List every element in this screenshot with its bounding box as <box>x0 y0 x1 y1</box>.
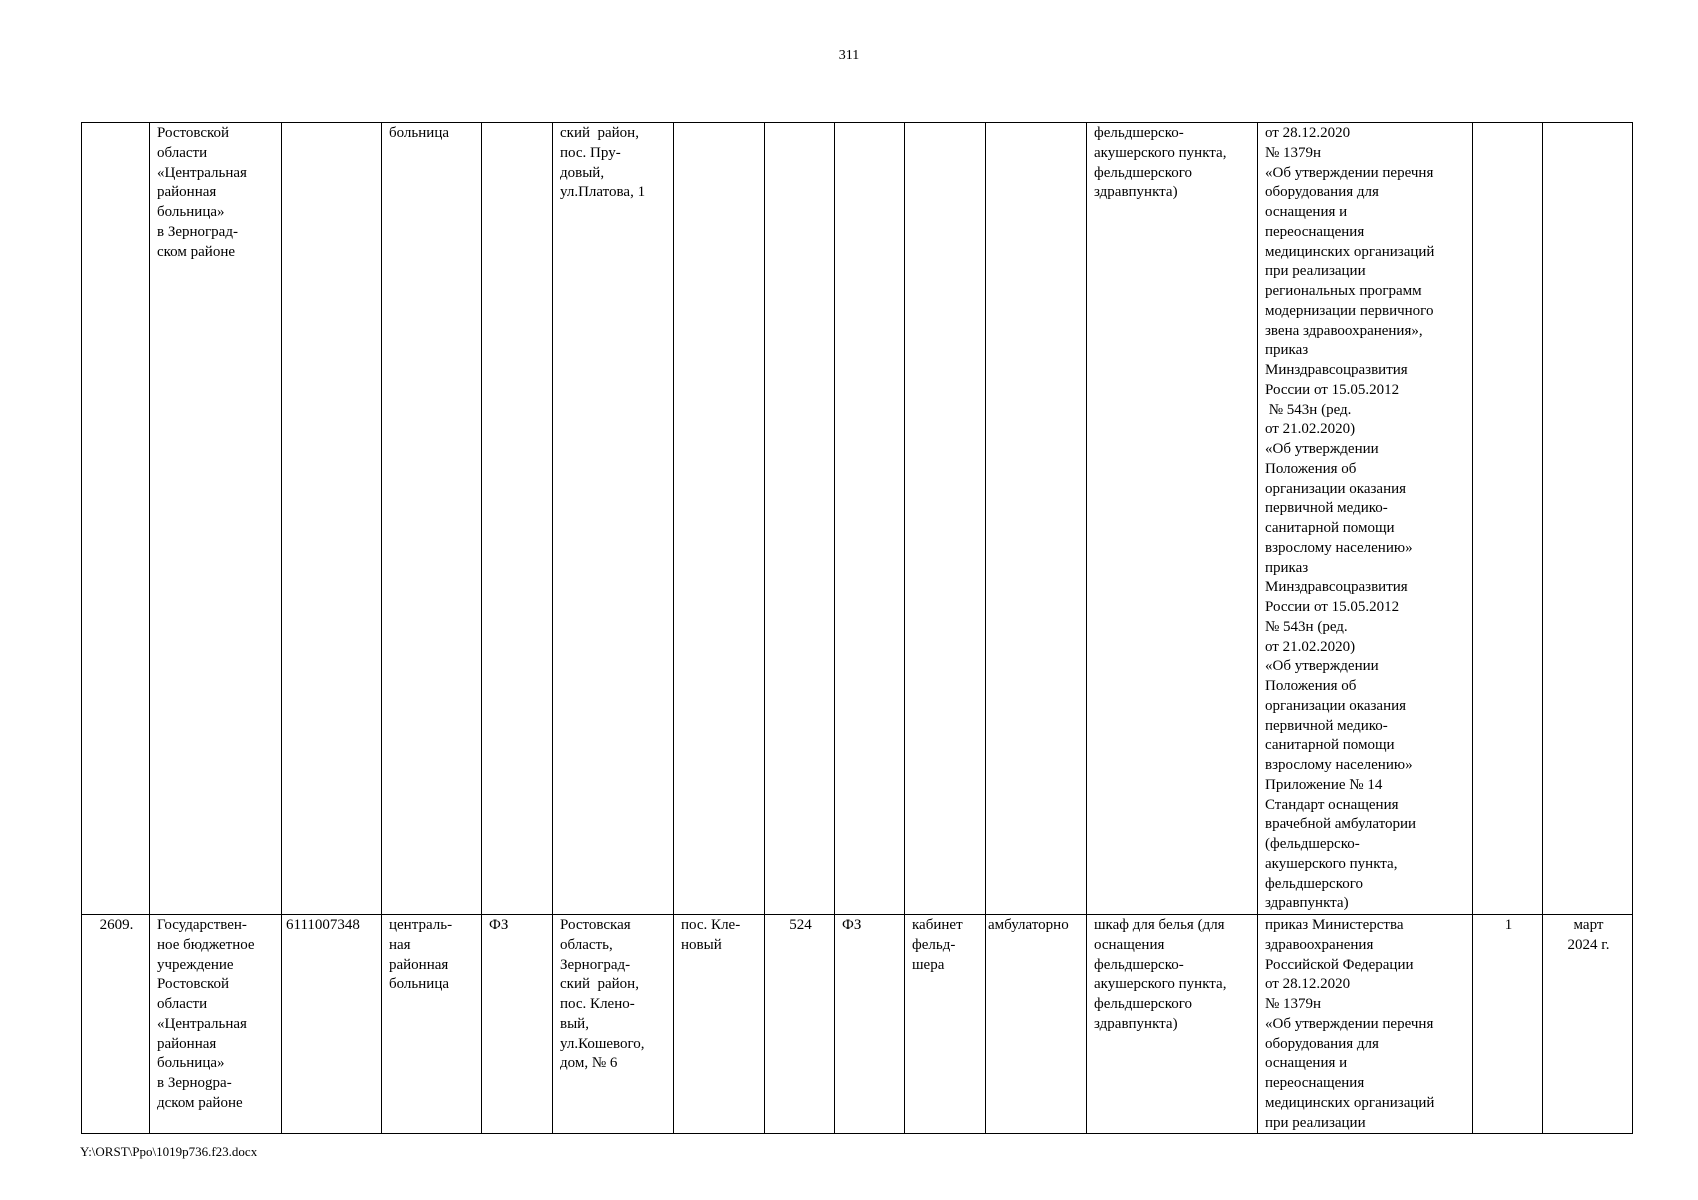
row-number-cell: 2609. <box>82 915 150 1134</box>
document-table <box>81 122 1633 1134</box>
address-cell: ский район, пос. Пру- довый, ул.Платова, 1 <box>553 123 674 915</box>
legal-basis-cell: от 28.12.2020 № 1379н «Об утверждении перечня оборудования для оснащения и переоснащения медицинских организаций при реализации региональных программ модернизации первичного звена здравоохранения», приказ Минздравсоцразвития России от 15.05.2012 № 543н (ред. от 21.02.2020) «Об утверждении Положения об организации оказания первичной медико- санитарной помощи взрослому населению» приказ Минздравсоцразвития России от 15.05.2012 № 543н (ред. от 21.02.2020) «Об утверждении Положения об организации оказания первичной медико- санитарной помощи взрослому населению» Приложение № 14 Стандарт оснащения врачебной амбулатории (фельдшерско- акушерского пункта, фельдшерского здравпункта) <box>1258 123 1473 915</box>
legal-basis-cell: приказ Министерства здравоохранения Российской Федерации от 28.12.2020 № 1379н «Об утверждении перечня оборудования для оснащения и переоснащения медицинских организаций при реализации <box>1258 915 1473 1134</box>
footer-file-path: Y:\ORST\Ppo\1019p736.f23.docx <box>80 1144 258 1159</box>
fz-cell <box>835 123 905 915</box>
settlement-cell: пос. Кле- новый <box>674 915 765 1134</box>
organization-cell: Ростовской области «Центральная районная больница» в Зерноград- ском районе <box>150 123 282 915</box>
settlement-cell <box>674 123 765 915</box>
address-cell: Ростовская область, Зерноград- ский район, пос. Клено- вый, ул.Кошевого, дом, № 6 <box>553 915 674 1134</box>
institution-type-cell: больница <box>382 123 482 915</box>
code-cell <box>765 123 835 915</box>
quantity-cell: 1 <box>1473 915 1543 1134</box>
equipment-cell: фельдшерско- акушерского пункта, фельдшерского здравпункта) <box>1087 123 1258 915</box>
care-type-cell: амбулаторно <box>986 915 1087 1134</box>
inn-cell <box>282 123 382 915</box>
room-cell <box>905 123 986 915</box>
basis-cell <box>482 123 553 915</box>
equipment-cell: шкаф для белья (для оснащения фельдшерско- акушерского пункта, фельдшерского здравпункта) <box>1087 915 1258 1134</box>
quantity-cell <box>1473 123 1543 915</box>
table-row <box>82 123 1633 915</box>
date-cell <box>1543 123 1633 915</box>
room-cell: кабинет фельд- шера <box>905 915 986 1134</box>
row-number-cell <box>82 123 150 915</box>
table-row <box>82 915 1633 1134</box>
organization-cell: Государствен- ное бюджетное учреждение Ростовской области «Центральная районная больница» в Зернogра- дском районе <box>150 915 282 1134</box>
date-cell: март 2024 г. <box>1543 915 1633 1134</box>
institution-type-cell: централь- ная районная больница <box>382 915 482 1134</box>
code-cell: 524 <box>765 915 835 1134</box>
basis-cell: ФЗ <box>482 915 553 1134</box>
care-type-cell <box>986 123 1087 915</box>
page-number: 311 <box>838 48 860 63</box>
fz-cell: ФЗ <box>835 915 905 1134</box>
inn-cell: 6111007348 <box>282 915 382 1134</box>
